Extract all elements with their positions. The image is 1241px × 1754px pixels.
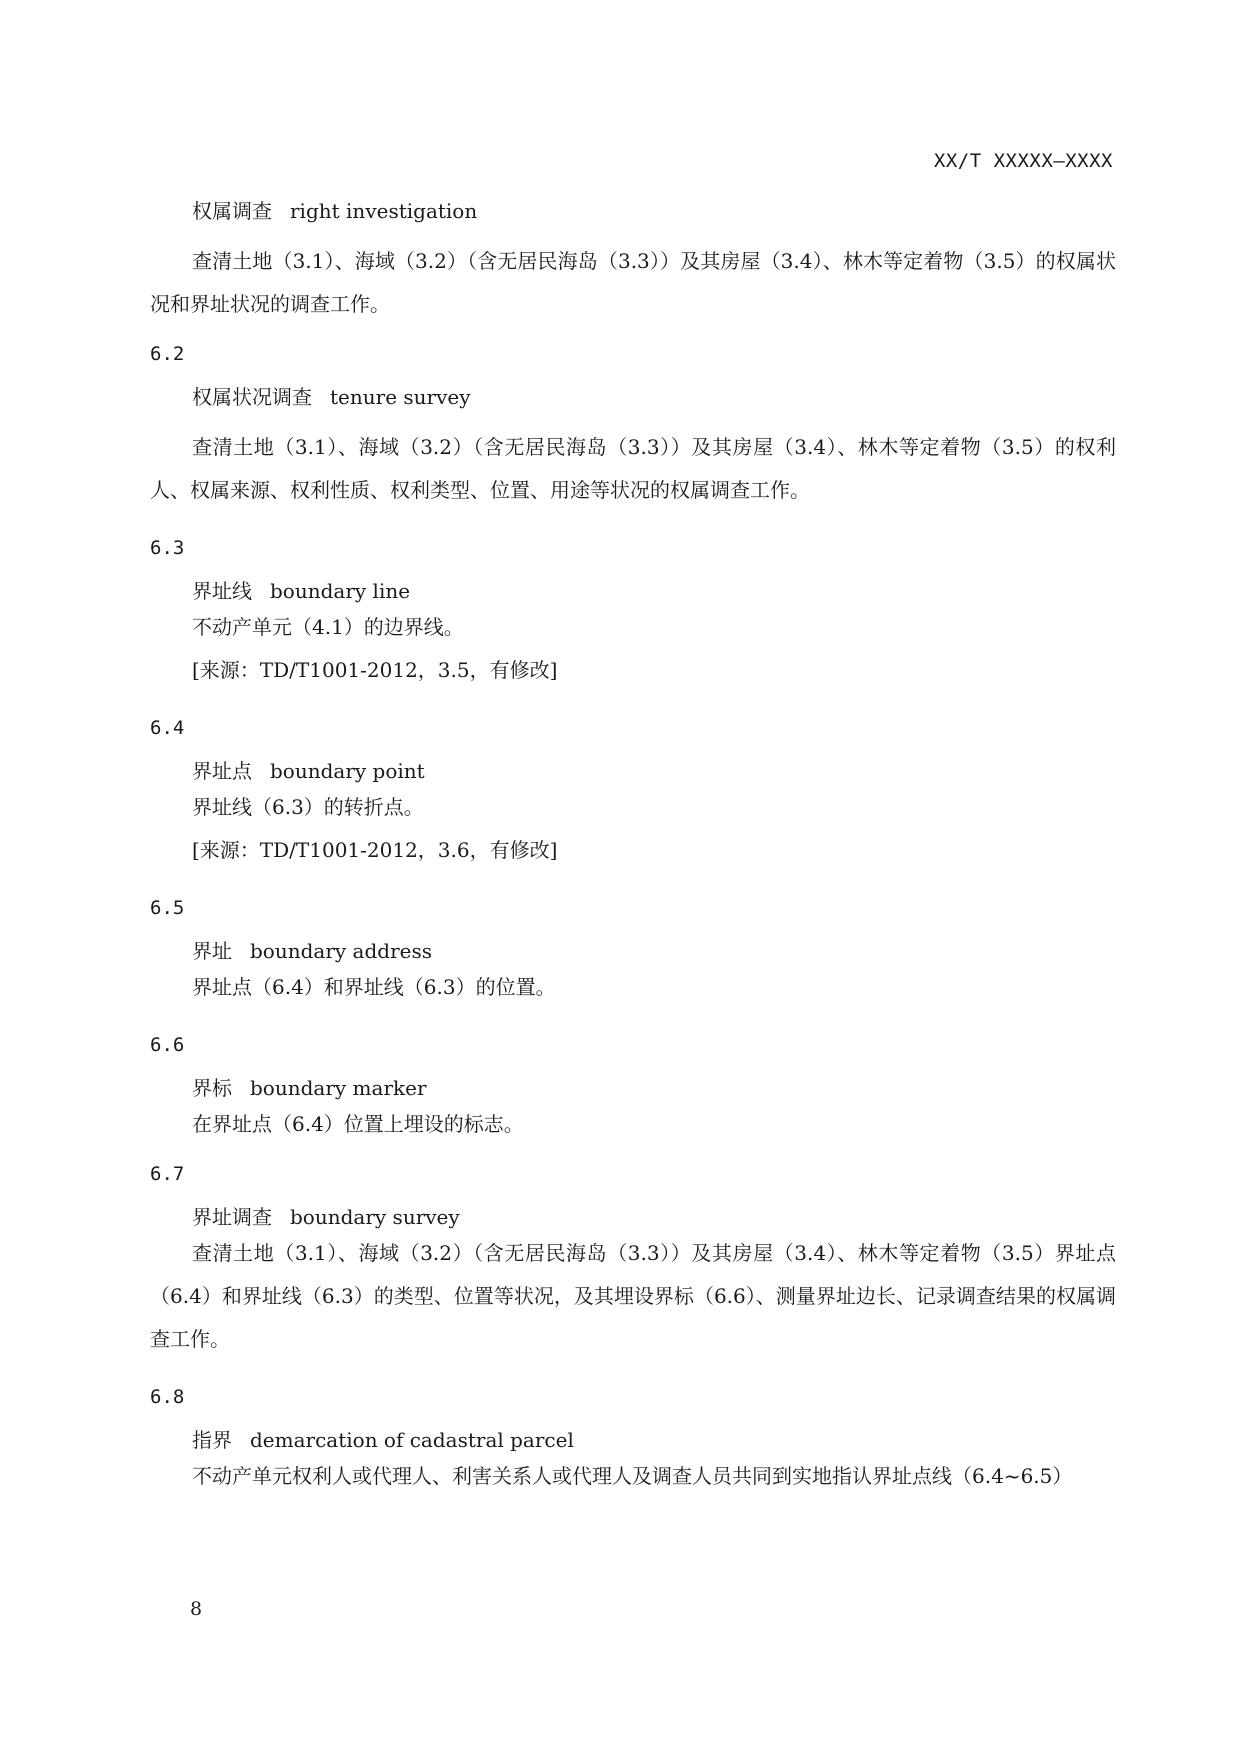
definition-6-3: 不动产单元（4.1）的边界线。 [192,615,464,639]
definition-6-1: 查清土地（3.1）、海域（3.2）（含无居民海岛（3.3））及其房屋（3.4）、林木等定着物（3.5）的权属状况和界址状况的调查工作。 [150,249,1116,316]
clause-number-6-5: 6.5 [150,897,185,919]
term-en: boundary survey [290,1205,460,1229]
terms-content [150,196,1116,1498]
term-6-7 [192,1202,1116,1232]
page-number: 8 [190,1598,203,1620]
term-zh: 权属调查 [192,199,272,223]
term-en: tenure survey [330,385,471,409]
source-note-6-3: [来源：TD/T1001-2012，3.5，有修改] [192,658,558,682]
term-en: boundary address [250,939,433,963]
clause-number-6-6: 6.6 [150,1034,185,1056]
document-code: XX/T XXXXX—XXXX [933,150,1113,172]
definition-6-7: 查清土地（3.1）、海域（3.2）（含无居民海岛（3.3））及其房屋（3.4）、林木等定着物（3.5）界址点（6.4）和界址线（6.3）的类型、位置等状况，及其埋设界标（6.6）、测量界址边长、记录调查结果的权属调查工作。 [150,1241,1116,1351]
term-en: boundary marker [250,1076,427,1100]
term-zh: 界址线 [192,579,252,603]
term-zh: 界址 [192,939,232,963]
term-6-4 [192,756,1116,786]
clause-number-6-8: 6.8 [150,1386,185,1408]
term-zh: 界标 [192,1076,232,1100]
term-zh: 权属状况调查 [192,385,312,409]
definition-6-2: 查清土地（3.1）、海域（3.2）（含无居民海岛（3.3））及其房屋（3.4）、林木等定着物（3.5）的权利人、权属来源、权利性质、权利类型、位置、用途等状况的权属调查工作。 [150,435,1116,502]
definition-6-6: 在界址点（6.4）位置上埋设的标志。 [192,1112,524,1136]
clause-number-6-2: 6.2 [150,343,185,365]
definition-6-5: 界址点（6.4）和界址线（6.3）的位置。 [192,975,556,999]
term-6-2 [192,382,1116,412]
term-6-8 [192,1425,1116,1455]
definition-6-8: 不动产单元权利人或代理人、利害关系人或代理人及调查人员共同到实地指认界址点线（6.4~6.5） [192,1464,1073,1488]
term-6-3 [192,576,1116,606]
term-zh: 界址调查 [192,1205,272,1229]
term-en: right investigation [290,199,478,223]
clause-number-6-4: 6.4 [150,717,185,739]
term-en: demarcation of cadastral parcel [250,1428,574,1452]
term-6-6 [192,1073,1116,1103]
term-6-5 [192,936,1116,966]
term-zh: 指界 [192,1428,232,1452]
clause-number-6-3: 6.3 [150,537,185,559]
source-note-6-4: [来源：TD/T1001-2012，3.6，有修改] [192,838,558,862]
term-6-1 [192,196,1116,226]
definition-6-4: 界址线（6.3）的转折点。 [192,795,424,819]
term-zh: 界址点 [192,759,252,783]
term-en: boundary point [270,759,425,783]
clause-number-6-7: 6.7 [150,1163,185,1185]
term-en: boundary line [270,579,411,603]
